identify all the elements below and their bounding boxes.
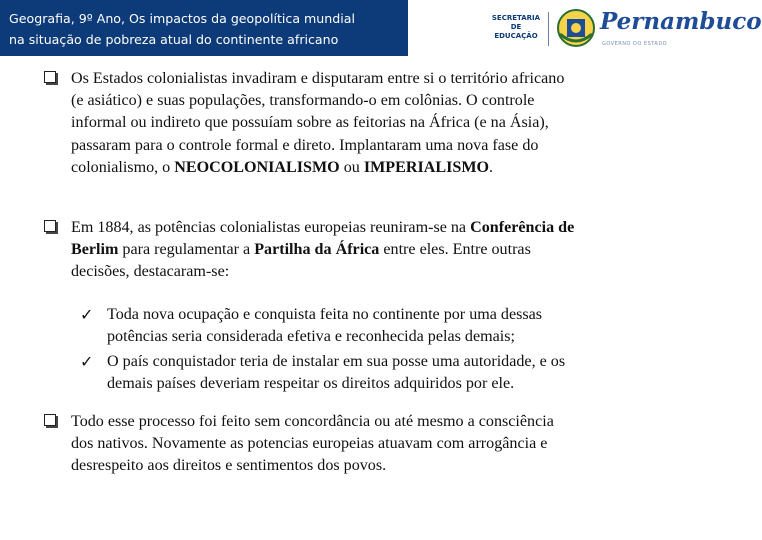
text-line: potências seria considerada efetiva e reconhecida pelas demais; (107, 328, 515, 346)
text-line: Os Estados colonialistas invadiram e disputaram entre si o território africano (71, 70, 565, 87)
text-line: Toda nova ocupação e conquista feita no continente por uma dessas (107, 306, 543, 323)
check-item (80, 304, 694, 350)
title-line-2: na situação de pobreza atual do continente africano (9, 32, 339, 47)
text-line: Todo esse processo foi feito sem concordância ou até mesmo a consciência (71, 413, 554, 430)
text-line: passaram para o controle formal e direto. Implantaram uma nova fase do (71, 136, 539, 154)
slide-content (0, 56, 720, 540)
title-line-1: Geografia, 9º Ano, Os impactos da geopolítica mundial (9, 11, 355, 26)
title-banner (0, 0, 408, 56)
text-line: (e asiático) e suas populações, transformando-o em colônias. O controle (71, 92, 535, 110)
bullet-text (71, 217, 693, 284)
bullet-text (71, 68, 693, 179)
header (0, 0, 762, 56)
text-segment: entre eles. Entre outras (379, 241, 531, 259)
term-conferencia: Conferência de (470, 219, 575, 236)
text-line: demais países deveriam respeitar os direitos adquiridos por ele. (107, 375, 515, 393)
text-line: decisões, destacaram-se: (71, 263, 230, 281)
term-berlim: Berlim (71, 241, 119, 259)
bullet-text (71, 411, 693, 478)
text-segment: ou (339, 158, 364, 176)
square-bullet-icon (44, 414, 56, 426)
checkmark-icon: ✓ (80, 352, 94, 371)
bullet-item (44, 217, 694, 285)
pernambuco-tagline: GOVERNO DO ESTADO (602, 41, 668, 47)
text-segment: Em 1884, as potências colonialistas europeias reuniram-se na (71, 219, 471, 236)
term-imperialismo: IMPERIALISMO (363, 158, 490, 176)
page-title (9, 8, 404, 50)
text-line (71, 217, 693, 239)
check-text (107, 351, 692, 395)
text-segment: . (489, 158, 494, 176)
check-text (107, 304, 692, 348)
text-line: informal ou indireto que possuíam sobre as feitorias na África (e na Ásia), (71, 114, 549, 132)
square-bullet-icon (44, 220, 56, 232)
text-line: O país conquistador teria de instalar em sua posse uma autoridade, e os (107, 353, 566, 370)
text-line (71, 157, 693, 179)
text-segment: colonialismo, o (71, 158, 175, 176)
term-partilha: Partilha da África (254, 241, 380, 259)
square-bullet-icon (44, 71, 56, 83)
bullet-item (44, 68, 694, 180)
text-line: dos nativos. Novamente as potencias europeias atuavam com arrogância e (71, 435, 548, 453)
secretaria-logo: SECRETARIA DE EDUCAÇÃO (491, 14, 541, 40)
bullet-item (44, 411, 694, 479)
text-line (71, 239, 693, 261)
pernambuco-wordmark: Pernambuco (600, 8, 762, 35)
text-line: desrespeito aos direitos e sentimentos dos povos. (71, 457, 387, 475)
checkmark-icon: ✓ (80, 305, 94, 324)
state-seal-icon (556, 8, 596, 48)
logo-divider (548, 12, 549, 46)
term-neocolonialismo: NEOCOLONIALISMO (174, 158, 340, 176)
logos (488, 4, 762, 54)
text-segment: para regulamentar a (118, 241, 255, 259)
check-item (80, 351, 694, 397)
